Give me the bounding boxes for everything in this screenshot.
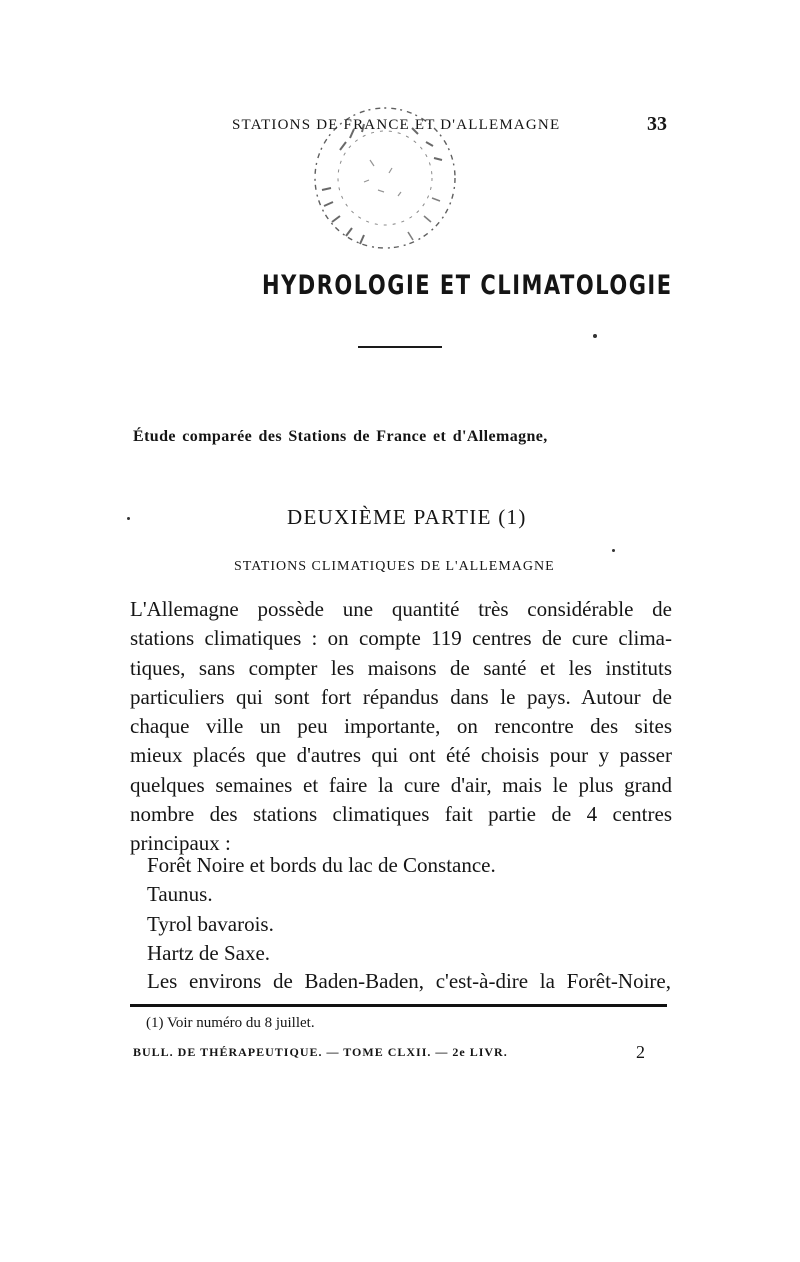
ink-speck <box>612 549 615 552</box>
paragraph-line: particuliers qui sont fort répandus dans le pays. Autour de <box>130 684 672 709</box>
closing-line: Les environs de Baden-Baden, c'est-à-dire la Forêt-Noire, <box>147 969 671 993</box>
region-list <box>147 851 496 968</box>
footnote-divider <box>130 1004 667 1007</box>
signature-mark: 2 <box>636 1042 645 1062</box>
paragraph-line: nombre des stations climatiques fait partie de 4 centres <box>130 802 672 827</box>
body-paragraph <box>130 595 672 859</box>
paragraph-line: L'Allemagne possède une quantité très considérable de <box>130 597 672 621</box>
list-item: Tyrol bavarois. <box>147 911 274 936</box>
paragraph-line: principaux : <box>130 831 231 856</box>
running-head: STATIONS DE FRANCE ET D'ALLEMAGNE <box>232 117 561 133</box>
footnote: (1) Voir numéro du 8 juillet. <box>146 1015 315 1031</box>
bulletin-line: BULL. DE THÉRAPEUTIQUE. — TOME CLXII. — 2e LIVR. <box>133 1045 508 1059</box>
section-heading: HYDROLOGIE ET CLIMATOLOGIE <box>262 270 673 300</box>
page-number: 33 <box>647 113 667 135</box>
list-item: Taunus. <box>147 882 213 907</box>
paragraph-line: stations climatiques : on compte 119 centres de cure clima- <box>130 626 672 651</box>
subsection-heading: STATIONS CLIMATIQUES DE L'ALLEMAGNE <box>234 559 555 574</box>
list-item: Hartz de Saxe. <box>147 940 271 965</box>
paragraph-line: tiques, sans compter les maisons de santé et les instituts <box>130 655 672 680</box>
paragraph-line: chaque ville un peu importante, on rencontre des sites <box>130 714 672 739</box>
part-heading: DEUXIÈME PARTIE (1) <box>287 505 527 529</box>
ink-speck <box>593 334 597 338</box>
paragraph-line: quelques semaines et faire la cure d'air, mais le plus grand <box>130 772 672 797</box>
library-stamp-icon <box>300 98 470 268</box>
paragraph-line: mieux placés que d'autres qui ont été choisis pour y passer <box>130 743 672 768</box>
list-item: Forêt Noire et bords du lac de Constance. <box>147 853 496 877</box>
ink-speck <box>127 517 130 520</box>
article-title: Étude comparée des Stations de France et d'Allemagne, <box>133 428 548 445</box>
section-divider <box>358 346 442 348</box>
